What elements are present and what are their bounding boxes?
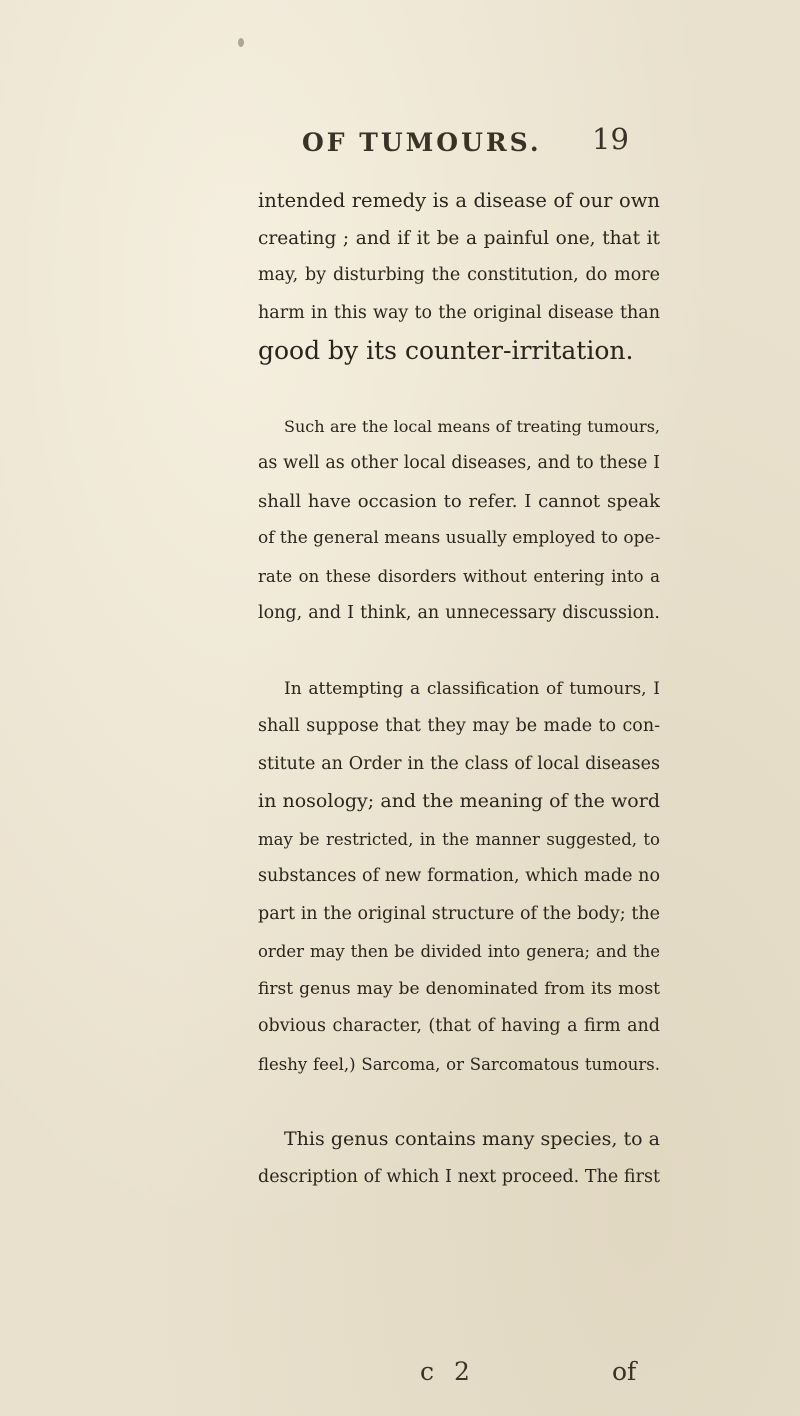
running-head: OF TUMOURS. [302, 128, 542, 157]
text-line: rate on these disorders without entering into a [258, 566, 660, 586]
text-line: harm in this way to the original disease than [258, 302, 660, 323]
text-line: of the general means usually employed to ope- [258, 528, 660, 548]
ink-speck [238, 38, 244, 47]
text-line: first genus may be denominated from its most [258, 978, 660, 999]
catchword: of [612, 1357, 637, 1386]
signature-mark: c 2 [420, 1357, 476, 1386]
paragraph-3 [258, 671, 660, 1084]
text-line: as well as other local diseases, and to these I [258, 453, 660, 473]
text-line: order may then be divided into genera; and the [258, 942, 660, 961]
text-line: may be restricted, in the manner suggested, to [258, 829, 660, 849]
text-line: part in the original structure of the body; the [258, 903, 660, 924]
text-line: creating ; and if it be a painful one, that it [258, 227, 660, 249]
text-line: This genus contains many species, to a [284, 1128, 660, 1150]
page-number: 19 [592, 122, 629, 156]
text-line: description of which I next proceed. The first [258, 1166, 660, 1187]
text-line: good by its counter-irritation. [258, 336, 634, 365]
text-line: shall have occasion to refer. I cannot speak [258, 490, 660, 512]
paragraph-1 [258, 182, 660, 370]
text-line: Such are the local means of treating tumours, [284, 416, 660, 436]
text-line: obvious character, (that of having a firm and [258, 1016, 660, 1036]
text-line: intended remedy is a disease of our own [258, 189, 660, 212]
text-line: fleshy feel,) Sarcoma, or Sarcomatous tumours. [258, 1054, 660, 1074]
paragraph-4 [258, 1121, 660, 1196]
text-line: substances of new formation, which made no [258, 866, 660, 886]
body-text [258, 182, 660, 1196]
text-line: long, and I think, an unnecessary discussion. [258, 603, 660, 623]
text-line: stitute an Order in the class of local diseases [258, 753, 660, 774]
text-line: shall suppose that they may be made to con- [258, 716, 660, 736]
paragraph-2 [258, 408, 660, 633]
text-line: may, by disturbing the constitution, do more [258, 265, 660, 285]
page-header [0, 122, 800, 164]
page-footer [0, 1357, 800, 1391]
text-line: in nosology; and the meaning of the word [258, 790, 660, 812]
text-line: In attempting a classification of tumours, I [284, 678, 660, 699]
